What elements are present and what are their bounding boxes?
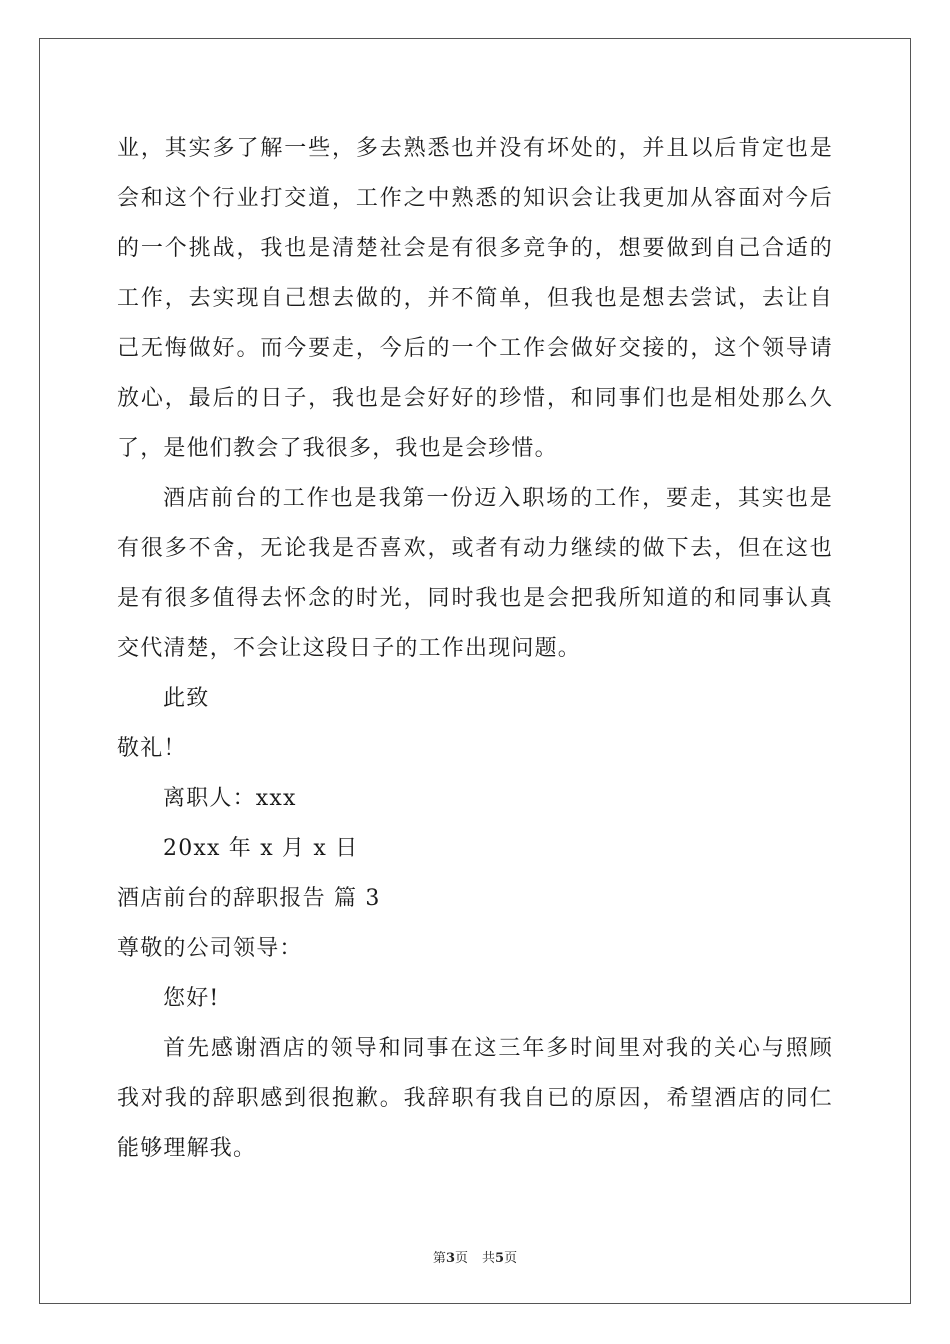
text-line: 的一个挑战，我也是清楚社会是有很多竞争的，想要做到自己合适的: [117, 236, 833, 261]
text-line: 业，其实多了解一些，多去熟悉也并没有坏处的，并且以后肯定也是: [117, 136, 833, 161]
resigner-name: 离职人：xxx: [163, 786, 297, 811]
text-line: 会和这个行业打交道，工作之中熟悉的知识会让我更加从容面对今后: [117, 186, 833, 211]
section-heading: 酒店前台的辞职报告 篇 3: [117, 886, 381, 911]
text-line: 己无悔做好。而今要走，今后的一个工作会做好交接的，这个领导请: [117, 336, 833, 361]
total-page-number: 5: [495, 1251, 505, 1266]
text-line: 放心，最后的日子，我也是会好好的珍惜，和同事们也是相处那么久: [117, 386, 833, 411]
text-line: 有很多不舍，无论我是否喜欢，或者有动力继续的做下去，但在这也: [117, 536, 833, 561]
closing-regards: 敬礼！: [117, 736, 187, 761]
current-page-number: 3: [445, 1251, 455, 1266]
text-line: 能够理解我。: [117, 1136, 257, 1161]
page-number-footer: [0, 1247, 950, 1266]
total-suffix: 页: [504, 1251, 518, 1266]
page-suffix: 页: [454, 1251, 468, 1266]
letter-date: 20xx 年 x 月 x 日: [163, 836, 359, 861]
paragraph-first-line: 酒店前台的工作也是我第一份迈入职场的工作，要走，其实也是: [163, 486, 833, 511]
letter-greeting-recipient: 尊敬的公司领导：: [117, 936, 303, 961]
letter-greeting: 您好!: [163, 986, 220, 1011]
text-line: 了，是他们教会了我很多，我也是会珍惜。: [117, 436, 558, 461]
closing-salutation: 此致: [163, 686, 210, 711]
text-line: 我对我的辞职感到很抱歉。我辞职有我自已的原因，希望酒店的同仁: [117, 1086, 833, 1111]
text-line: 是有很多值得去怀念的时光，同时我也是会把我所知道的和同事认真: [117, 586, 833, 611]
text-line: 工作，去实现自己想去做的，并不简单，但我也是想去尝试，去让自: [117, 286, 833, 311]
paragraph-first-line: 首先感谢酒店的领导和同事在这三年多时间里对我的关心与照顾: [163, 1036, 833, 1061]
document-body: [117, 124, 833, 1174]
text-line: 交代清楚，不会让这段日子的工作出现问题。: [117, 636, 582, 661]
total-prefix: 共: [482, 1251, 496, 1266]
page-prefix: 第: [432, 1251, 446, 1266]
